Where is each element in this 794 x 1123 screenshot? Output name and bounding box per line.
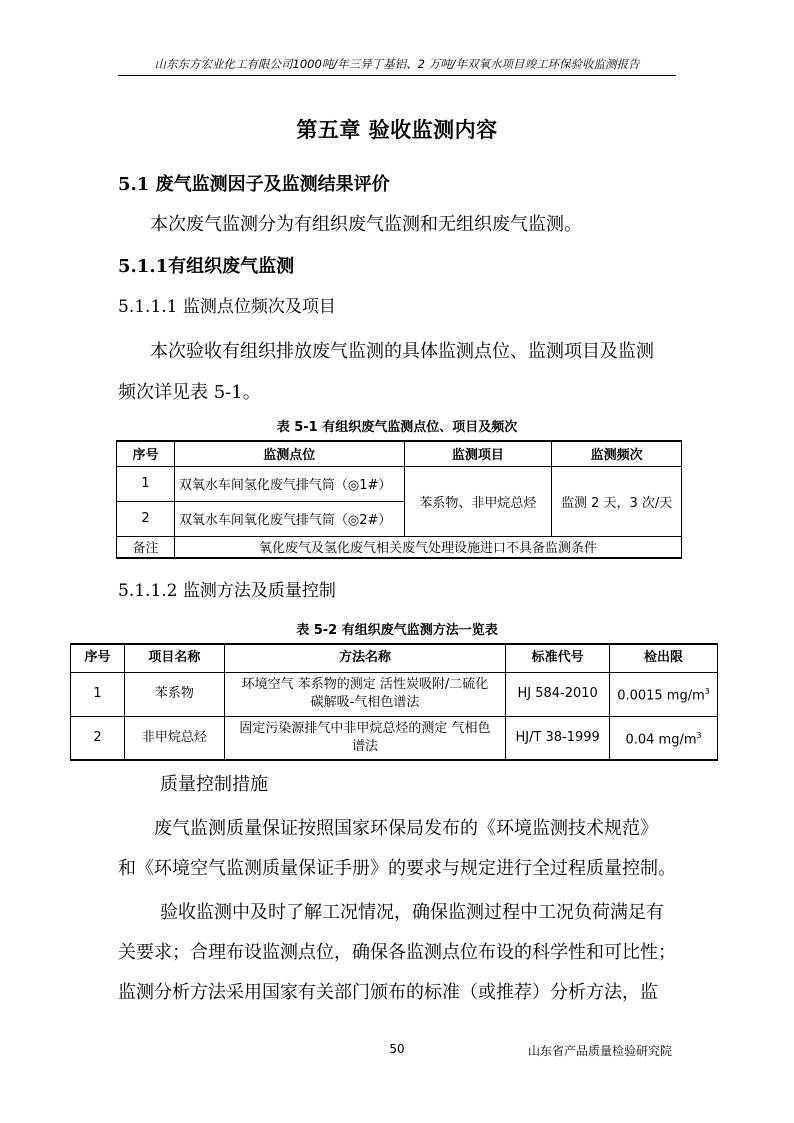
table2-header-no: 序号 [71, 644, 125, 672]
table-row [117, 466, 682, 501]
table-row [71, 672, 718, 716]
section-5-1-1-2-title: 5.1.1.2 监测方法及质量控制 [118, 581, 336, 601]
table2-row1-method [224, 672, 505, 716]
table2-row2-name: 非甲烷总烃 [124, 716, 224, 760]
table2-header-limit: 检出限 [610, 644, 718, 672]
table1-header-row [117, 441, 682, 466]
table1-header-point: 监测点位 [174, 441, 404, 466]
table2-row2-method [224, 716, 505, 760]
table2-row2-limit [610, 716, 718, 760]
table2-row2-method-line1: 固定污染源排气中非甲烷总烃的测定 气相色 [239, 720, 491, 736]
table2-row2-standard: HJ/T 38-1999 [506, 716, 610, 760]
table1-header-items: 监测项目 [404, 441, 552, 466]
table2-row1-limit-sup: 3 [704, 686, 710, 696]
qc-p2-line2: 关要求；合理布设监测点位，确保各监测点位布设的科学性和可比性； [118, 942, 676, 963]
table2-header-row [71, 644, 718, 672]
section-5-1-1-1-para-line2: 频次详见表 5-1。 [118, 382, 261, 403]
table-row [71, 716, 718, 760]
qc-p1-line2: 和《环境空气监测质量保证手册》的要求与规定进行全过程质量控制。 [118, 858, 676, 879]
page-header: 山东东方宏业化工有限公司1000吨/年三异丁基铝、2 万吨/年双氧水项目竣工环保验收监测报告 [118, 56, 676, 76]
table1-caption: 表 5-1 有组织废气监测点位、项目及频次 [276, 420, 518, 435]
table2-header-name: 项目名称 [124, 644, 224, 672]
table2-row2-limit-value: 0.04 mg/m [625, 731, 697, 747]
section-5-1-1-1-title: 5.1.1.1 监测点位频次及项目 [118, 297, 336, 317]
table-5-2 [70, 643, 718, 761]
table2-row2-no: 2 [71, 716, 125, 760]
table1-note: 氧化废气及氢化废气相关废气处理设施进口不具备监测条件 [174, 536, 681, 558]
table2-row1-limit [610, 672, 718, 716]
table2-row1-method-line2: 碳解吸-气相色谱法 [310, 695, 420, 710]
table1-note-label: 备注 [117, 536, 175, 558]
table2-row1-name: 苯系物 [124, 672, 224, 716]
section-5-1-paragraph: 本次废气监测分为有组织废气监测和无组织废气监测。 [150, 214, 582, 235]
table1-row2-point: 双氧水车间氧化废气排气筒（◎2#） [174, 501, 404, 536]
table2-header-standard: 标准代号 [506, 644, 610, 672]
table1-items: 苯系物、非甲烷总烃 [404, 466, 552, 536]
table1-note-row [117, 536, 682, 558]
table1-header-frequency: 监测频次 [552, 441, 682, 466]
table2-row1-method-line1: 环境空气 苯系物的测定 活性炭吸附/二硫化 [241, 677, 489, 692]
table1-row2-no: 2 [117, 501, 175, 536]
qc-p2-line1: 验收监测中及时了解工况情况，确保监测过程中工况负荷满足有 [160, 902, 664, 923]
table1-row1-point: 双氧水车间氢化废气排气筒（◎1#） [174, 466, 404, 501]
table2-row1-standard: HJ 584-2010 [506, 672, 610, 716]
table2-row1-no: 1 [71, 672, 125, 716]
table2-header-method: 方法名称 [224, 644, 505, 672]
qc-p1-line1: 废气监测质量保证按照国家环保局发布的《环境监测技术规范》 [154, 818, 658, 839]
footer-organization: 山东省产品质量检验研究院 [528, 1044, 673, 1058]
table1-frequency: 监测 2 天，3 次/天 [552, 466, 682, 536]
section-5-1-1-title: 5.1.1有组织废气监测 [118, 256, 295, 277]
table2-caption: 表 5-2 有组织废气监测方法一览表 [296, 623, 498, 638]
section-5-1-title: 5.1 废气监测因子及监测结果评价 [118, 174, 390, 195]
qc-title: 质量控制措施 [160, 774, 268, 795]
table-5-1 [116, 440, 682, 559]
table1-row1-no: 1 [117, 466, 175, 501]
table1-header-no: 序号 [117, 441, 175, 466]
page-number: 50 [389, 1042, 405, 1056]
chapter-title: 第五章 验收监测内容 [296, 117, 498, 142]
table2-row2-method-line2: 谱法 [351, 738, 378, 754]
section-5-1-1-1-para-line1: 本次验收有组织排放废气监测的具体监测点位、监测项目及监测 [150, 341, 654, 362]
table2-row1-limit-value: 0.0015 mg/m [617, 688, 705, 704]
table2-row2-limit-sup: 3 [696, 730, 702, 740]
qc-p2-line3: 监测分析方法采用国家有关部门颁布的标准（或推荐）分析方法，监 [118, 982, 658, 1003]
